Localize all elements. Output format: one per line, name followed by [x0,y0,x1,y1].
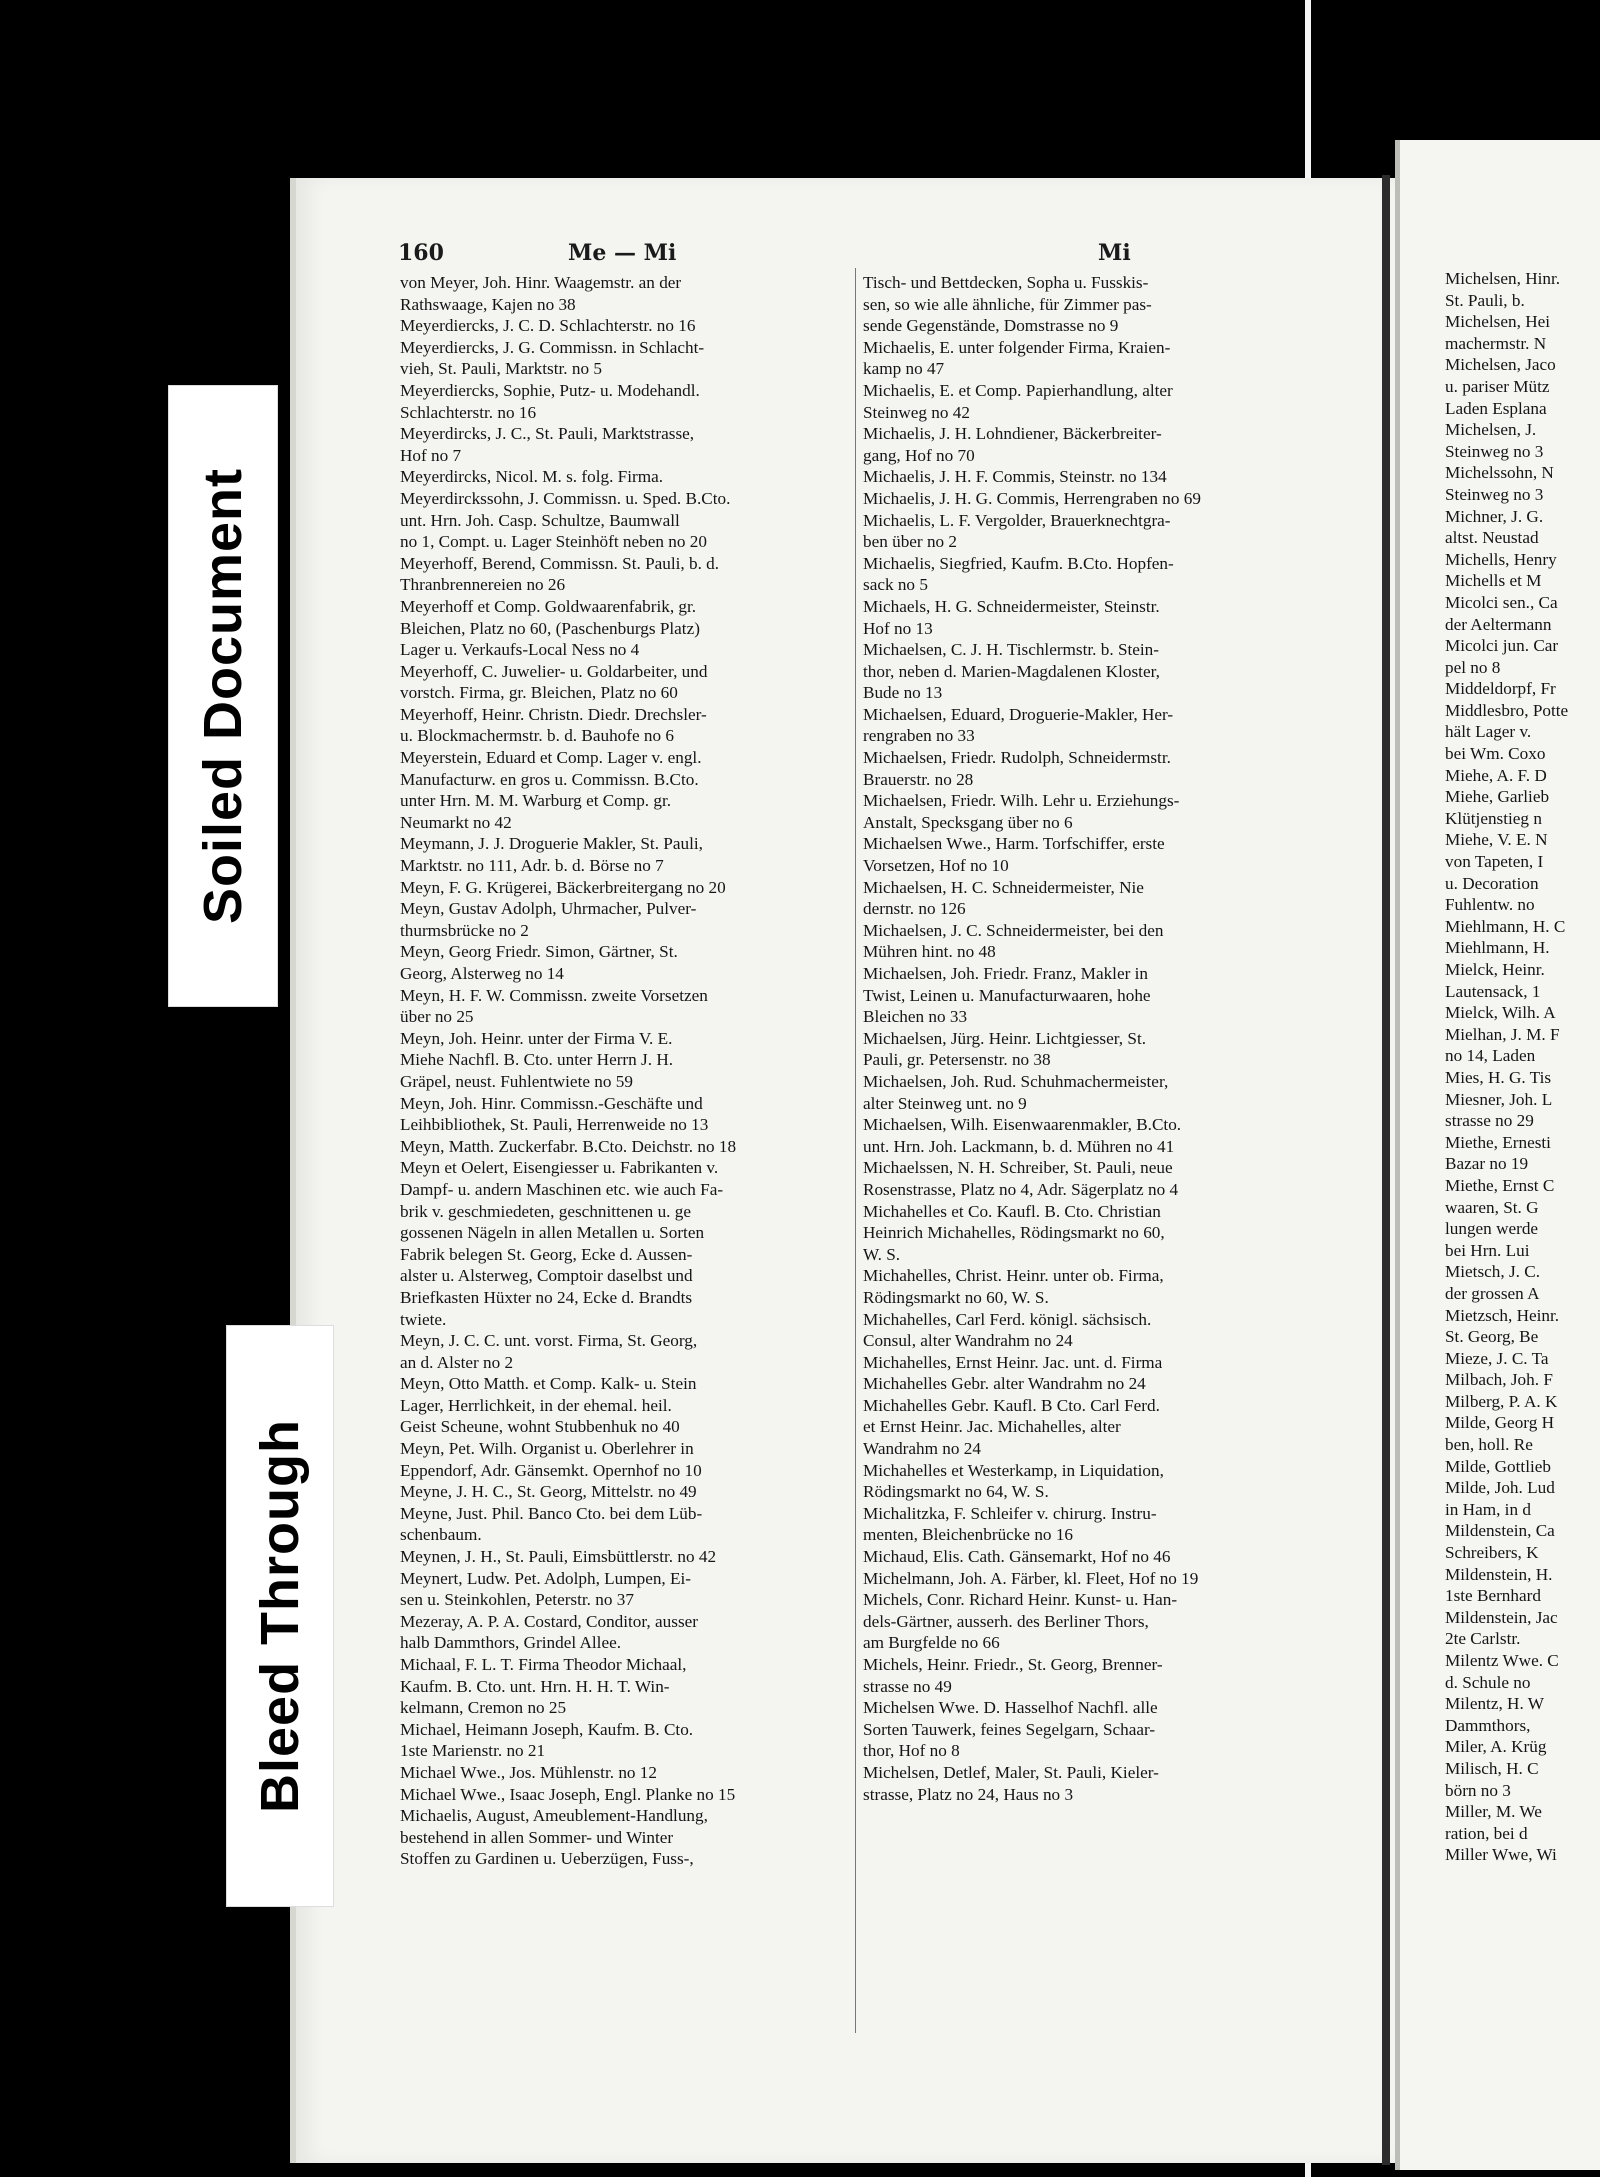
directory-line: Mielhan, J. M. F [1445,1024,1560,1044]
directory-line: Meyerhoff, C. Juwelier- u. Goldarbeiter, und [400,661,708,681]
directory-line: Michaelis, Siegfried, Kaufm. B.Cto. Hopfen- [863,553,1174,573]
directory-line: Rathswaage, Kajen no 38 [400,294,576,314]
soiled-document-text: Soiled Document [193,467,253,925]
directory-line: vorstch. Firma, gr. Bleichen, Platz no 60 [400,683,678,703]
directory-line: alter Steinweg unt. no 9 [863,1093,1027,1113]
directory-line: Steinweg no 42 [863,402,970,422]
directory-line: Michahelles Gebr. Kaufl. B Cto. Carl Ferd. [863,1395,1160,1415]
directory-line: Rosenstrasse, Platz no 4, Adr. Sägerplatz no 4 [863,1179,1179,1199]
directory-line: Michner, J. G. [1445,506,1544,526]
directory-line: 1ste Marienstr. no 21 [400,1741,546,1761]
directory-line: 1ste Bernhard [1445,1586,1541,1606]
directory-line: strasse, Platz no 24, Haus no 3 [863,1784,1074,1804]
directory-line: gossenen Nägeln in allen Metallen u. Sorten [400,1223,705,1243]
directory-line: Michahelles et Westerkamp, in Liquidation, [863,1460,1164,1480]
directory-line: Milentz Wwe. C [1445,1651,1559,1670]
directory-line: St. Georg, Be [1445,1327,1539,1347]
directory-line: Lager u. Verkaufs-Local Ness no 4 [400,640,640,660]
directory-line: Meyn, Joh. Heinr. unter der Firma V. E. [400,1028,673,1048]
directory-line: über no 25 [400,1007,474,1027]
directory-line: pel no 8 [1445,657,1501,677]
directory-line: Michaelis, J. H. F. Commis, Steinstr. no 134 [863,467,1167,487]
directory-line: Mietzsch, Heinr. [1445,1305,1560,1325]
directory-line: Meyne, J. H. C., St. Georg, Mittelstr. no 49 [400,1482,697,1502]
directory-line: thor, neben d. Marien-Magdalenen Kloster, [863,661,1160,681]
directory-line: Michelsen, Jaco [1445,355,1556,375]
directory-line: hält Lager v. [1445,722,1532,742]
directory-line: brik v. geschmiedeten, geschnittenen u. ge [400,1201,691,1221]
directory-line: Michael Wwe., Jos. Mühlenstr. no 12 [400,1762,657,1782]
directory-line: Consul, alter Wandrahm no 24 [863,1331,1073,1351]
directory-line: Michels, Heinr. Friedr., St. Georg, Brenner- [863,1655,1163,1674]
directory-line: Meyerdirckssohn, J. Commissn. u. Sped. B.Cto. [400,488,731,508]
directory-line: Michaelsen, Friedr. Wilh. Lehr u. Erziehungs- [863,791,1180,811]
directory-line: no 14, Laden [1445,1046,1536,1066]
directory-line: Meyn, Georg Friedr. Simon, Gärtner, St. [400,942,678,962]
middle-column-text [863,272,1333,1805]
directory-line: Meyn, J. C. C. unt. vorst. Firma, St. Georg, [400,1331,698,1351]
directory-line: Michelsen, Hinr. [1445,269,1561,288]
directory-line: Meyerhoff et Comp. Goldwaarenfabrik, gr. [400,596,697,616]
directory-line: ben, holl. Re [1445,1435,1533,1455]
directory-line: Mielck, Heinr. [1445,960,1545,979]
directory-line: Michaelsen, Eduard, Droguerie-Makler, Her- [863,704,1174,724]
directory-line: Miehlmann, H. [1445,938,1550,958]
directory-line: unt. Hrn. Joh. Lackmann, b. d. Mühren no 41 [863,1136,1175,1156]
directory-line: Meymann, J. J. Droguerie Makler, St. Pauli, [400,834,703,854]
directory-line: twiete. [400,1309,447,1329]
page-number: 160 [398,240,444,266]
directory-line: kelmann, Cremon no 25 [400,1698,567,1718]
directory-line: Michels, Conr. Richard Heinr. Kunst- u. Han- [863,1590,1178,1610]
soiled-document-label [168,385,278,1007]
directory-line: Michaelsen, Wilh. Eisenwaarenmakler, B.Cto. [863,1115,1182,1135]
directory-line: Milde, Gottlieb [1445,1456,1551,1476]
directory-line: Michells, Henry [1445,549,1557,569]
directory-line: Bude no 13 [863,683,943,703]
directory-line: lungen werde [1445,1219,1539,1239]
directory-line: Miller Wwe, Wi [1445,1845,1557,1865]
directory-line: machermstr. N [1445,333,1547,353]
directory-line: Miesner, Joh. L [1445,1089,1553,1109]
directory-line: der grossen A [1445,1283,1540,1303]
directory-line: Meyn, Gustav Adolph, Uhrmacher, Pulver- [400,899,697,919]
directory-line: unter Hrn. M. M. Warburg et Comp. gr. [400,791,672,811]
facing-page [1395,140,1600,2170]
right-column-text [1445,268,1600,1866]
directory-line: Miehe, V. E. N [1445,830,1548,850]
directory-line: Hof no 13 [863,618,933,638]
directory-line: Mildenstein, H. [1445,1564,1553,1584]
directory-line: Lautensack, 1 [1445,981,1541,1001]
directory-line: Michalitzka, F. Schleifer v. chirurg. Instru- [863,1503,1157,1523]
directory-line: Miethe, Ernst C [1445,1175,1555,1195]
directory-line: alster u. Alsterweg, Comptoir daselbst und [400,1266,693,1286]
directory-line: Meynen, J. H., St. Pauli, Eimsbüttlerstr. no 42 [400,1547,717,1567]
directory-line: Michaelsen, Joh. Rud. Schuhmachermeister, [863,1071,1169,1091]
directory-line: Miehe Nachfl. B. Cto. unter Herrn J. H. [400,1050,674,1070]
directory-line: Michahelles, Ernst Heinr. Jac. unt. d. Firma [863,1352,1163,1372]
page-header [398,240,1318,270]
directory-line: Michaelsen Wwe., Harm. Torfschiffer, erste [863,834,1165,854]
directory-line: Middlesbro, Potte [1445,700,1569,720]
directory-line: Dampf- u. andern Maschinen etc. wie auch Fa- [400,1179,724,1199]
directory-line: strasse no 29 [1445,1111,1534,1131]
directory-line: Mies, H. G. Tis [1445,1067,1552,1087]
directory-line: an d. Alster no 2 [400,1352,514,1372]
directory-line: Michaelis, E. unter folgender Firma, Kraien- [863,337,1171,357]
directory-line: Meyerstein, Eduard et Comp. Lager v. engl. [400,748,702,768]
directory-line: Hof no 7 [400,445,462,465]
directory-line: Michahelles et Co. Kaufl. B. Cto. Christian [863,1201,1161,1221]
directory-line: Michells et M [1445,571,1542,591]
directory-line: Michaelis, L. F. Vergolder, Brauerknechtgra- [863,510,1171,530]
directory-line: Michaelis, J. H. G. Commis, Herrengraben no 69 [863,488,1201,508]
directory-line: sack no 5 [863,575,928,595]
directory-line: Vorsetzen, Hof no 10 [863,856,1009,876]
bleed-through-label [226,1325,334,1907]
directory-line: dels-Gärtner, ausserh. des Berliner Thors, [863,1611,1149,1631]
directory-line: Milbach, Joh. F [1445,1370,1553,1390]
directory-line: Manufacturw. en gros u. Commissn. B.Cto. [400,769,699,789]
directory-line: Milentz, H. W [1445,1694,1544,1714]
directory-line: strasse no 49 [863,1676,952,1696]
directory-line: Geist Scheune, wohnt Stubbenhuk no 40 [400,1417,680,1437]
directory-line: Georg, Alsterweg no 14 [400,964,564,983]
directory-line: et Ernst Heinr. Jac. Michahelles, alter [863,1417,1121,1437]
directory-line: Micolci sen., Ca [1445,592,1558,612]
directory-line: Milde, Joh. Lud [1445,1478,1555,1498]
directory-line: Middeldorpf, Fr [1445,679,1556,699]
directory-line: Meyerdiercks, J. G. Commissn. in Schlacht- [400,337,705,357]
directory-line: bestehend in allen Sommer- und Winter [400,1827,674,1847]
directory-line: Bleichen no 33 [863,1007,968,1027]
directory-line: Wandrahm no 24 [863,1439,981,1459]
directory-line: sende Gegenstände, Domstrasse no 9 [863,316,1119,336]
directory-line: Michaelsen, J. C. Schneidermeister, bei den [863,920,1164,940]
directory-line: St. Pauli, b. [1445,290,1525,310]
directory-line: thurmsbrücke no 2 [400,920,529,940]
directory-line: Milde, Georg H [1445,1413,1554,1433]
directory-line: Sorten Tauwerk, feines Segelgarn, Schaar- [863,1719,1156,1739]
directory-line: Michelssohn, N [1445,463,1554,483]
directory-line: Meyerdiercks, Sophie, Putz- u. Modehandl. [400,380,700,400]
directory-line: Michahelles, Carl Ferd. königl. sächsisch. [863,1309,1152,1329]
directory-line: Michael Wwe., Isaac Joseph, Engl. Planke no 15 [400,1784,736,1804]
directory-line: Michaelsen, H. C. Schneidermeister, Nie [863,877,1144,897]
directory-line: Meyerdircks, Nicol. M. s. folg. Firma. [400,467,664,487]
directory-line: vieh, St. Pauli, Marktstr. no 5 [400,359,602,379]
directory-line: sen, so wie alle ähnliche, für Zimmer pas- [863,294,1152,314]
directory-line: Tisch- und Bettdecken, Sopha u. Fusskis- [863,273,1149,292]
directory-line: Michaelssen, N. H. Schreiber, St. Pauli, neue [863,1158,1173,1178]
bleed-through-text: Bleed Through [250,1419,310,1813]
directory-line: Michaels, H. G. Schneidermeister, Steinstr. [863,596,1160,616]
directory-line: Mieze, J. C. Ta [1445,1348,1549,1368]
directory-line: Lager, Herrlichkeit, in der ehemal. heil. [400,1395,672,1415]
directory-line: Eppendorf, Adr. Gänsemkt. Opernhof no 10 [400,1460,702,1480]
directory-line: Meyn, H. F. W. Commissn. zweite Vorsetzen [400,985,708,1005]
directory-line: Michaal, F. L. T. Firma Theodor Michaal, [400,1655,687,1674]
directory-line: Michaelsen, Joh. Friedr. Franz, Makler in [863,964,1148,983]
directory-line: Meyn, Pet. Wilh. Organist u. Oberlehrer in [400,1439,694,1459]
directory-line: börn no 3 [1445,1780,1511,1800]
directory-line: no 1, Compt. u. Lager Steinhöft neben no 20 [400,532,707,552]
directory-line: Marktstr. no 111, Adr. b. d. Börse no 7 [400,856,664,876]
directory-line: halb Dammthors, Grindel Allee. [400,1633,622,1653]
directory-line: Heinrich Michahelles, Rödingsmarkt no 60, [863,1223,1165,1243]
header-range: Me — Mi [568,240,677,266]
directory-line: Michelsen Wwe. D. Hasselhof Nachfl. alle [863,1698,1158,1718]
directory-line: thor, Hof no 8 [863,1741,960,1761]
directory-line: Schlachterstr. no 16 [400,402,537,422]
directory-line: Dammthors, [1445,1715,1531,1735]
directory-line: schenbaum. [400,1525,482,1545]
directory-line: Michelsen, Hei [1445,312,1551,332]
directory-line: Michaelis, August, Ameublement-Handlung, [400,1806,708,1826]
directory-line: Meyerdircks, J. C., St. Pauli, Marktstrasse, [400,424,695,444]
directory-line: Schreibers, K [1445,1543,1539,1563]
directory-line: Michelsen, Detlef, Maler, St. Pauli, Kieler- [863,1762,1159,1782]
directory-line: Pauli, gr. Petersenstr. no 38 [863,1050,1051,1070]
directory-line: von Meyer, Joh. Hinr. Waagemstr. an der [400,273,682,292]
directory-line: Micolci jun. Car [1445,636,1559,656]
directory-line: Meyn, F. G. Krügerei, Bäckerbreitergang no 20 [400,877,726,897]
directory-line: Klütjenstieg n [1445,808,1542,828]
directory-line: Kaufm. B. Cto. unt. Hrn. H. H. T. Win- [400,1676,670,1696]
directory-line: Steinweg no 3 [1445,441,1544,461]
directory-line: u. Decoration [1445,873,1539,893]
directory-line: u. Blockmachermstr. b. d. Bauhofe no 6 [400,726,674,746]
directory-line: Meyn, Joh. Hinr. Commissn.-Geschäfte und [400,1093,703,1113]
directory-line: Neumarkt no 42 [400,812,512,832]
directory-line: Miehe, A. F. D [1445,765,1547,785]
directory-line: Anstalt, Specksgang über no 6 [863,812,1073,832]
directory-line: Fabrik belegen St. Georg, Ecke d. Aussen- [400,1244,693,1264]
directory-line: Michaelsen, C. J. H. Tischlermstr. b. Stein- [863,640,1160,660]
directory-line: gang, Hof no 70 [863,445,975,465]
directory-line: Mielck, Wilh. A [1445,1003,1556,1023]
directory-line: Mietsch, J. C. [1445,1262,1541,1282]
directory-line: Meyerhoff, Heinr. Christn. Diedr. Drechsler- [400,704,707,724]
directory-line: dernstr. no 126 [863,899,966,919]
directory-line: sen u. Steinkohlen, Peterstr. no 37 [400,1590,634,1610]
directory-line: bei Wm. Coxo [1445,744,1546,764]
directory-line: Mildenstein, Ca [1445,1521,1555,1541]
directory-line: bei Hrn. Lui [1445,1240,1530,1260]
directory-line: ben über no 2 [863,532,958,552]
directory-line: kamp no 47 [863,359,945,379]
directory-line: waaren, St. G [1445,1197,1539,1217]
directory-line: menten, Bleichenbrücke no 16 [863,1525,1074,1545]
directory-line: Miehe, Garlieb [1445,787,1550,807]
directory-line: u. pariser Mütz [1445,376,1550,396]
directory-line: Michaud, Elis. Cath. Gänsemarkt, Hof no 46 [863,1547,1171,1567]
directory-line: Michaelsen, Jürg. Heinr. Lichtgiesser, St. [863,1028,1147,1048]
directory-line: Meynert, Ludw. Pet. Adolph, Lumpen, Ei- [400,1568,692,1588]
directory-line: Stoffen zu Gardinen u. Ueberzügen, Fuss-, [400,1849,694,1869]
directory-line: ration, bei d [1445,1823,1528,1843]
directory-line: Meyerhoff, Berend, Commissn. St. Pauli, b. d. [400,553,720,573]
directory-line: Rödingsmarkt no 64, W. S. [863,1482,1049,1502]
directory-line: Mezeray, A. P. A. Costard, Conditor, ausser [400,1611,698,1631]
directory-line: Milberg, P. A. K [1445,1391,1558,1411]
directory-line: Fuhlentw. no [1445,895,1535,915]
directory-line: W. S. [863,1244,901,1264]
directory-line: Michelsen, J. [1445,420,1537,440]
directory-line: Meyn, Matth. Zuckerfabr. B.Cto. Deichstr. no 18 [400,1136,737,1156]
directory-line: Meyn, Otto Matth. et Comp. Kalk- u. Stein [400,1374,697,1394]
directory-line: der Aeltermann [1445,614,1552,634]
left-column-text [400,272,870,1870]
directory-line: Michaelsen, Friedr. Rudolph, Schneidermstr. [863,748,1171,768]
directory-line: Meyn et Oelert, Eisengiesser u. Fabrikanten v. [400,1158,719,1178]
directory-line: unt. Hrn. Joh. Casp. Schultze, Baumwall [400,510,680,530]
directory-line: Miler, A. Krüg [1445,1737,1547,1757]
header-center: Mi [1098,240,1131,266]
directory-line: Milisch, H. C [1445,1758,1539,1778]
directory-line: Michahelles, Christ. Heinr. unter ob. Firma, [863,1266,1164,1286]
directory-line: Mühren hint. no 48 [863,942,996,962]
directory-line: Mildenstein, Jac [1445,1607,1558,1627]
directory-line: Michaelis, E. et Comp. Papierhandlung, alter [863,380,1173,400]
directory-line: von Tapeten, I [1445,852,1544,872]
directory-line: d. Schule no [1445,1672,1531,1692]
directory-line: Briefkasten Hüxter no 24, Ecke d. Brandts [400,1287,693,1307]
directory-line: Bleichen, Platz no 60, (Paschenburgs Platz) [400,618,700,638]
directory-line: 2te Carlstr. [1445,1629,1521,1649]
directory-line: am Burgfelde no 66 [863,1633,1000,1653]
directory-line: in Ham, in d [1445,1499,1531,1519]
directory-line: Michael, Heimann Joseph, Kaufm. B. Cto. [400,1719,694,1739]
directory-line: Thranbrennereien no 26 [400,575,566,595]
directory-line: altst. Neustad [1445,528,1539,548]
directory-line: Michahelles Gebr. alter Wandrahm no 24 [863,1374,1146,1394]
directory-line: Meyne, Just. Phil. Banco Cto. bei dem Lüb- [400,1503,703,1523]
directory-line: Miller, M. We [1445,1802,1542,1822]
directory-line: Twist, Leinen u. Manufacturwaaren, hohe [863,985,1151,1005]
page-gutter [1382,175,1390,2165]
directory-line: Steinweg no 3 [1445,484,1544,504]
directory-line: Michaelis, J. H. Lohndiener, Bäckerbreiter- [863,424,1162,444]
directory-line: Gräpel, neust. Fuhlentwiete no 59 [400,1071,633,1091]
directory-line: Miehlmann, H. C [1445,916,1566,936]
directory-line: Michelmann, Joh. A. Färber, kl. Fleet, Hof no 19 [863,1568,1199,1588]
directory-line: Laden Esplana [1445,398,1547,418]
directory-line: Miethe, Ernesti [1445,1132,1551,1152]
directory-line: Meyerdiercks, J. C. D. Schlachterstr. no 16 [400,316,696,336]
directory-line: Rödingsmarkt no 60, W. S. [863,1287,1049,1307]
directory-line: Bazar no 19 [1445,1154,1529,1174]
directory-line: Brauerstr. no 28 [863,769,974,789]
directory-line: Leihbibliothek, St. Pauli, Herrenweide no 13 [400,1115,709,1135]
directory-line: rengraben no 33 [863,726,975,746]
